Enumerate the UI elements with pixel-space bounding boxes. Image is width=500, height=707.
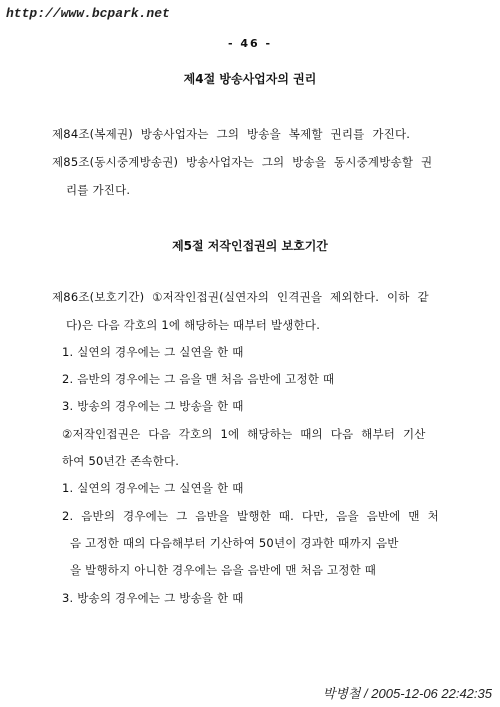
page-number: - 46 - (227, 37, 273, 50)
list-item: 3. 방송의 경우에는 그 방송을 한 때 (62, 399, 244, 413)
article-84-line: 제84조(복제권) 방송사업자는 그의 방송을 복제할 권리를 가진다. (52, 127, 411, 141)
list-item: 2. 음반의 경우에는 그 음반을 발행한 때. 다만, 음을 음반에 맨 처 (62, 509, 439, 523)
section-4-heading: 제4절 방송사업자의 권리 (183, 72, 317, 86)
url-watermark: http://www.bcpark.net (6, 6, 170, 21)
list-item: 2. 음반의 경우에는 그 음을 맨 처음 음반에 고정한 때 (62, 372, 335, 386)
list-item: 1. 실연의 경우에는 그 실연을 한 때 (62, 481, 244, 495)
list-item-continuation: 을 발행하지 아니한 경우에는 음을 음반에 맨 처음 고정한 때 (70, 563, 377, 577)
article-85-line: 제85조(동시중계방송권) 방송사업자는 그의 방송을 동시중계방송할 권 (52, 155, 433, 169)
section-5-heading: 제5절 저작인접권의 보호기간 (172, 239, 328, 253)
article-86-line: 제86조(보호기간) ①저작인접권(실연자의 인격권을 제외한다. 이하 같 (52, 290, 429, 304)
list-item: 3. 방송의 경우에는 그 방송을 한 때 (62, 591, 244, 605)
paragraph-2-continuation: 하여 50년간 존속한다. (62, 454, 180, 468)
paragraph-2-line: ②저작인접권은 다음 각호의 1에 해당하는 때의 다음 해부터 기산 (62, 427, 426, 441)
author-timestamp-watermark: 박병철 / 2005-12-06 22:42:35 (322, 686, 492, 701)
list-item: 1. 실연의 경우에는 그 실연을 한 때 (62, 345, 244, 359)
list-item-continuation: 음 고정한 때의 다음해부터 기산하여 50년이 경과한 때까지 음반 (70, 536, 399, 550)
article-86-continuation: 다)은 다음 각호의 1에 해당하는 때부터 발생한다. (66, 318, 321, 332)
article-85-continuation: 리를 가진다. (66, 183, 131, 197)
